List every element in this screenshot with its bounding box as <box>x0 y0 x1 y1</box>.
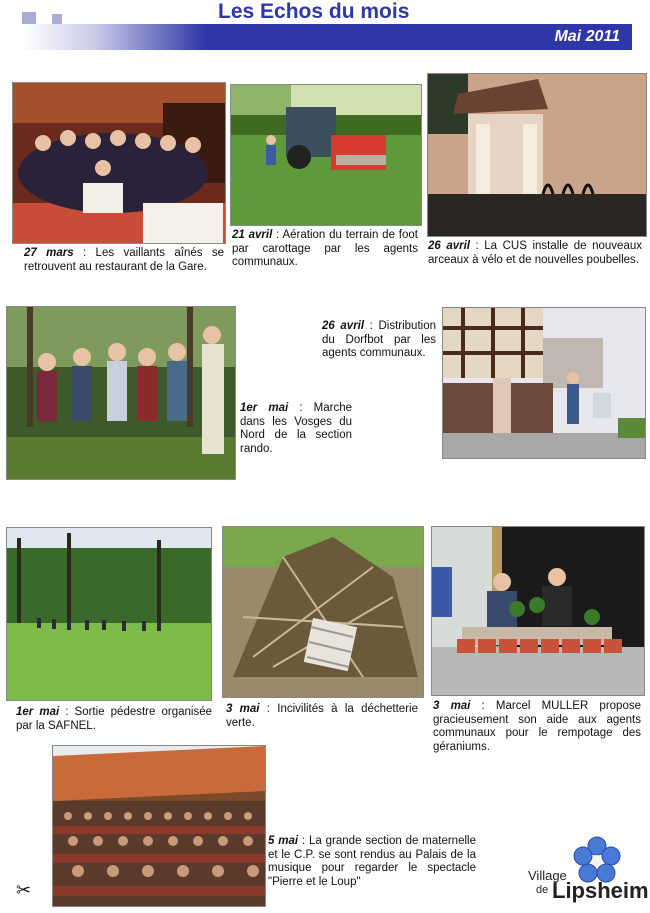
village-logo <box>520 836 649 906</box>
caption-9: 5 mai : La grande section de maternelle et le C.P. se sont rendus au Palais de la musique pour regarder le spectacle "Pierre et le Loup" <box>268 835 476 888</box>
photo-safnel-walk <box>6 527 212 701</box>
photo-vosges-hike <box>6 306 236 480</box>
photo-football-field <box>230 84 422 226</box>
page-title: Les Echos du mois <box>218 0 410 23</box>
caption-4: 26 avril : Distribution du Dorfbot par les agents communaux. <box>322 320 436 359</box>
photo-bike-racks <box>427 73 647 237</box>
photo-green-waste <box>222 526 424 698</box>
caption-5: 1er mai : Marche dans les Vosges du Nord de la section rando. <box>240 402 353 455</box>
issue-date: Mai 2011 <box>554 28 620 45</box>
photo-restaurant <box>12 82 226 244</box>
header-band <box>22 24 632 50</box>
photo-dorfbot <box>442 307 646 459</box>
logo-de: de <box>536 884 549 896</box>
flower-icon <box>572 836 622 884</box>
logo-village: Village <box>528 868 567 883</box>
caption-1: 27 mars : Les vaillants aînés se retrouvent au restaurant de la Gare. <box>24 247 224 273</box>
scissors-icon: ✂ <box>16 880 32 900</box>
caption-8: 3 mai : Marcel MULLER propose gracieusement son aide aux agents communaux pour le rempotage des géraniums. <box>433 700 641 753</box>
logo-lipsheim: Lipsheim <box>552 878 649 903</box>
caption-7: 3 mai : Incivilités à la déchetterie verte. <box>226 703 418 729</box>
photo-geraniums <box>431 526 645 696</box>
photo-concert-hall <box>52 745 266 907</box>
caption-3: 26 avril : La CUS installe de nouveaux arceaux à vélo et de nouvelles poubelles. <box>428 240 642 266</box>
caption-6: 1er mai : Sortie pédestre organisée par la SAFNEL. <box>16 706 213 732</box>
caption-2: 21 avril : Aération du terrain de foot par carottage par les agents communaux. <box>232 229 418 268</box>
